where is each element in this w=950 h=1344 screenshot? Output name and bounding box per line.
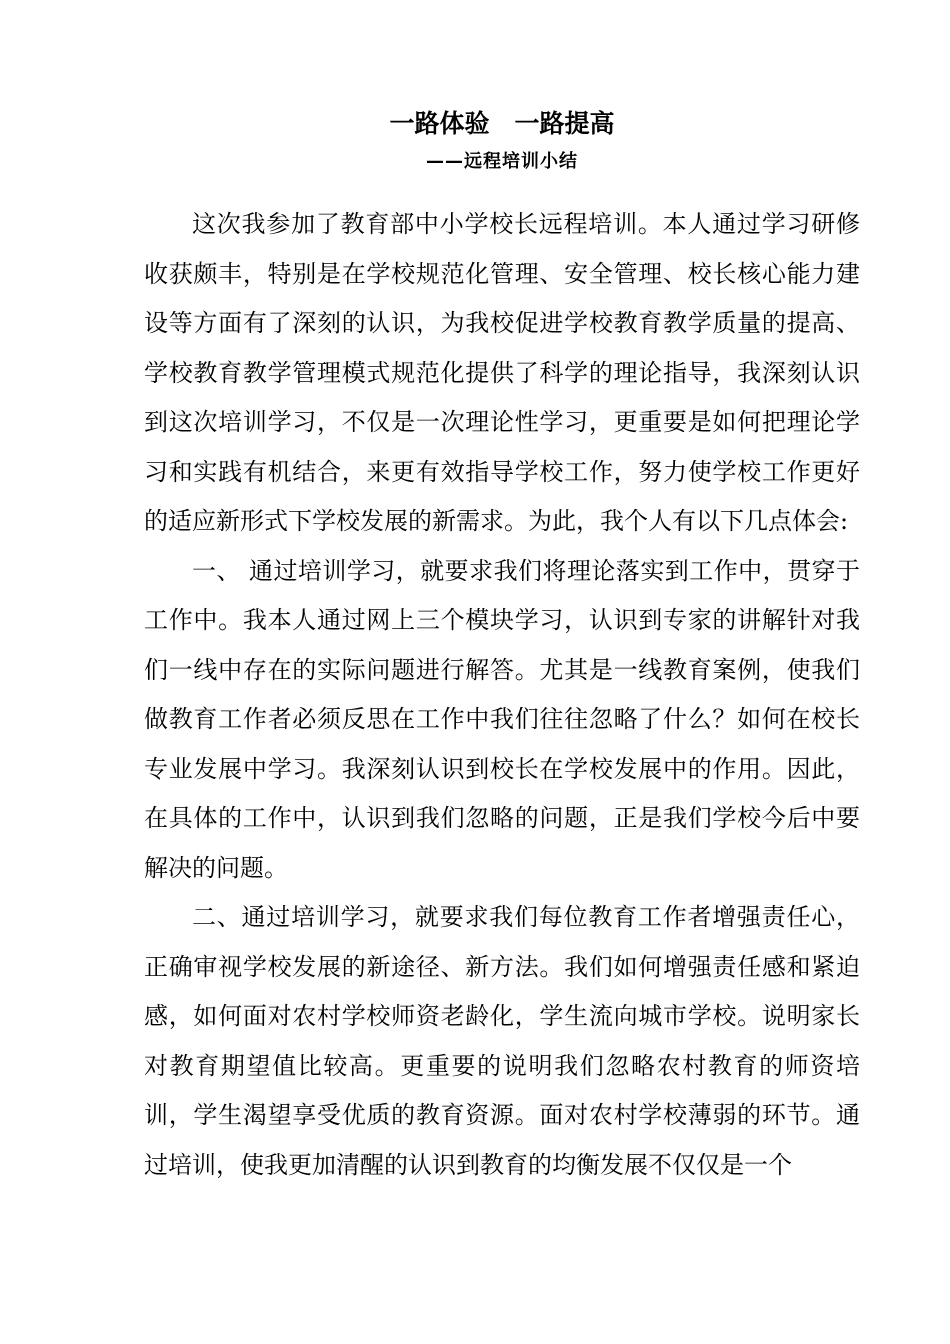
document-body [144,200,860,1190]
paragraph-point-one: 一、 通过培训学习，就要求我们将理论落实到工作中，贯穿于工作中。我本人通过网上三个模块学习，认识到专家的讲解针对我们一线中存在的实际问题进行解答。尤其是一线教育案例，使我们做教育工作者必须反思在工作中我们往往忽略了什么？如何在校长专业发展中学习。我深刻认识到校长在学校发展中的作用。因此，在具体的工作中，认识到我们忽略的问题，正是我们学校今后中要解决的问题。 [144,556,860,882]
paragraph-intro: 这次我参加了教育部中小学校长远程培训。本人通过学习研修收获颇丰，特别是在学校规范化管理、安全管理、校长核心能力建设等方面有了深刻的认识，为我校促进学校教育教学质量的提高、学校教育教学管理模式规范化提供了科学的理论指导，我深刻认识到这次培训学习，不仅是一次理论性学习，更重要是如何把理论学习和实践有机结合，来更有效指导学校工作，努力使学校工作更好的适应新形式下学校发展的新需求。为此，我个人有以下几点体会: [144,210,860,535]
paragraph-point-two: 二、通过培训学习，就要求我们每位教育工作者增强责任心，正确审视学校发展的新途径、新方法。我们如何增强责任感和紧迫感，如何面对农村学校师资老龄化，学生流向城市学校。说明家长对教育期望值比较高。更重要的说明我们忽略农村教育的师资培训，学生渴望享受优质的教育资源。面对农村学校薄弱的环节。通过培训，使我更加清醒的认识到教育的均衡发展不仅仅是一个 [144,903,860,1179]
document-subtitle: ——远程培训小结 [426,151,578,172]
document-title: 一路体验 一路提高 [389,109,615,138]
